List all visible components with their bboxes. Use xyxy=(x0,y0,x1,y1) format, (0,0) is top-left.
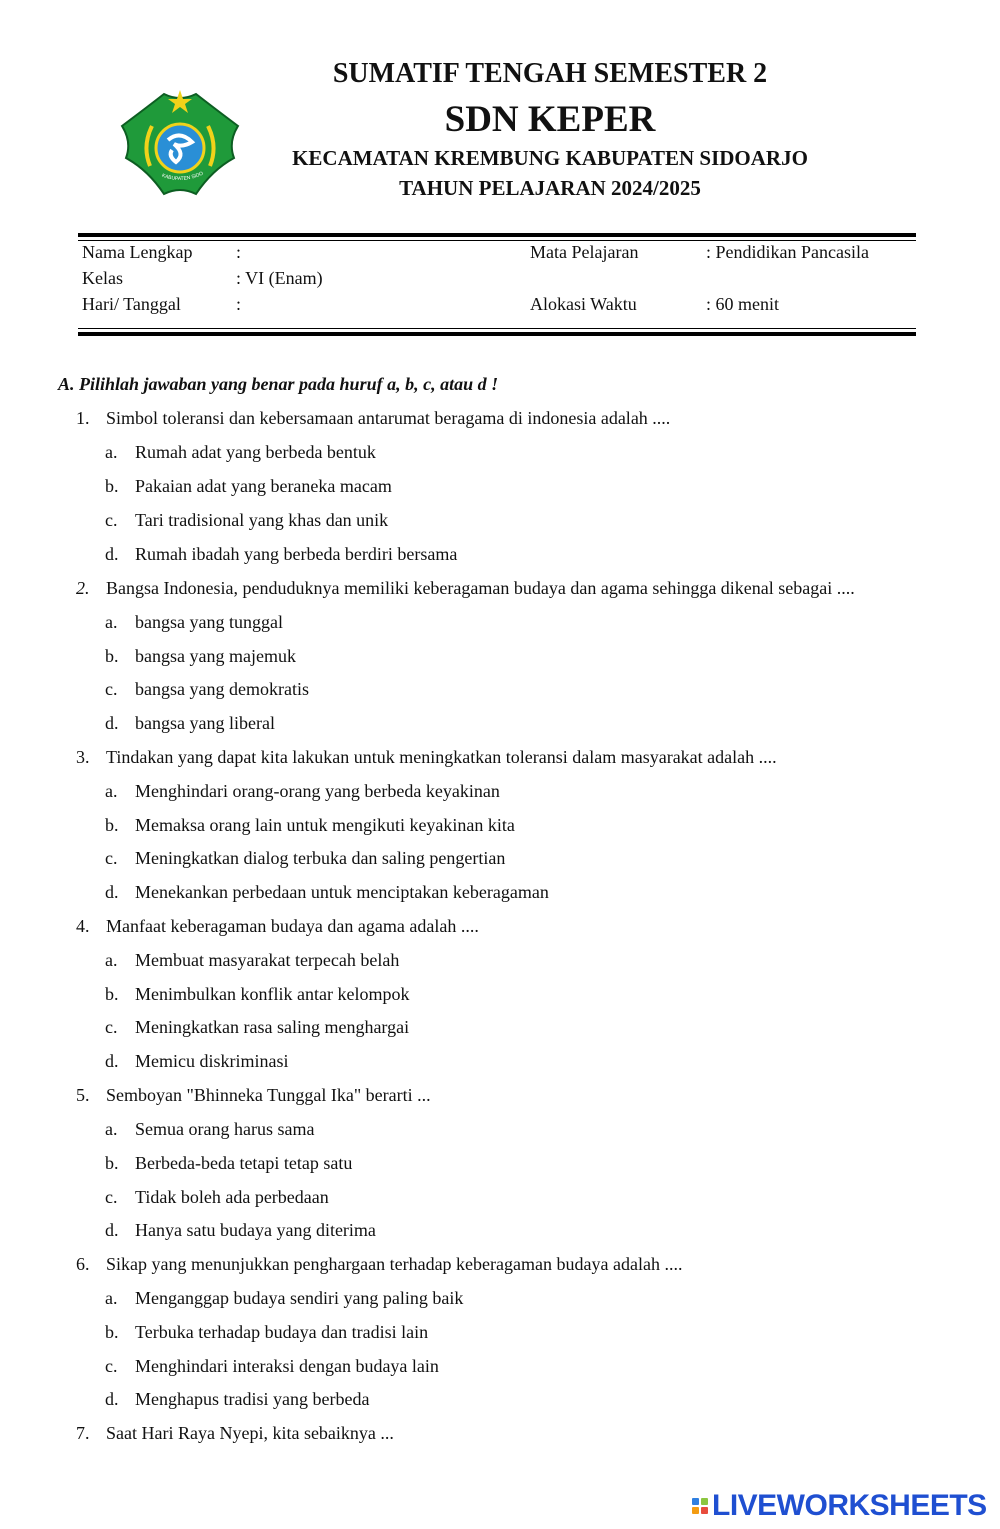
option-letter: b. xyxy=(105,646,119,666)
liveworksheets-logo-icon xyxy=(692,1498,708,1514)
option-letter: b. xyxy=(105,1153,119,1173)
option-letter: d. xyxy=(105,1051,119,1071)
option-letter: c. xyxy=(105,1187,118,1207)
option-letter: d. xyxy=(105,1220,119,1240)
question-text: Sikap yang menunjukkan penghargaan terhadap keberagaman budaya adalah .... xyxy=(106,1254,683,1274)
option-letter: b. xyxy=(105,815,119,835)
waktu-value: : 60 menit xyxy=(706,294,779,314)
option-text[interactable]: Menghindari orang-orang yang berbeda keyakinan xyxy=(135,781,500,801)
option-text[interactable]: Berbeda-beda tetapi tetap satu xyxy=(135,1153,353,1173)
school-name: SDN KEPER xyxy=(444,99,656,140)
option-text[interactable]: bangsa yang demokratis xyxy=(135,679,309,699)
question-number: 1. xyxy=(76,408,90,428)
option-letter: a. xyxy=(105,1288,118,1308)
bottom-rule-thick xyxy=(78,332,916,336)
option-text[interactable]: bangsa yang tunggal xyxy=(135,612,283,632)
hari-value: : xyxy=(236,294,242,314)
option-text[interactable]: bangsa yang liberal xyxy=(135,713,275,733)
top-rule-thin xyxy=(78,240,916,241)
option-text[interactable]: Semua orang harus sama xyxy=(135,1119,315,1139)
logo-square xyxy=(701,1498,708,1505)
section-a-instruction: A. Pilihlah jawaban yang benar pada huruf a, b, c, atau d ! xyxy=(58,374,499,394)
brand-text: LIVEWORKSHEETS xyxy=(712,1489,987,1522)
option-letter: d. xyxy=(105,1389,119,1409)
top-rule-thick xyxy=(78,233,916,237)
option-text[interactable]: Pakaian adat yang beraneka macam xyxy=(135,476,392,496)
nama-label: Nama Lengkap xyxy=(82,242,193,262)
option-text[interactable]: Meningkatkan rasa saling menghargai xyxy=(135,1017,410,1037)
option-text[interactable]: bangsa yang majemuk xyxy=(135,646,296,666)
nama-value: : xyxy=(236,242,242,262)
question-text: Simbol toleransi dan kebersamaan antarumat beragama di indonesia adalah .... xyxy=(106,408,671,428)
option-letter: c. xyxy=(105,848,118,868)
hari-label: Hari/ Tanggal xyxy=(82,294,181,314)
option-text[interactable]: Tari tradisional yang khas dan unik xyxy=(135,510,389,530)
option-text[interactable]: Rumah adat yang berbeda bentuk xyxy=(135,442,376,462)
mapel-value: : Pendidikan Pancasila xyxy=(706,242,869,262)
question-number: 5. xyxy=(76,1085,90,1105)
option-letter: d. xyxy=(105,713,119,733)
question-number: 4. xyxy=(76,916,90,936)
option-text[interactable]: Memicu diskriminasi xyxy=(135,1051,289,1071)
option-text[interactable]: Menghindari interaksi dengan budaya lain xyxy=(135,1356,439,1376)
option-text[interactable]: Memaksa orang lain untuk mengikuti keyakinan kita xyxy=(135,815,515,835)
question-text: Manfaat keberagaman budaya dan agama adalah .... xyxy=(106,916,479,936)
option-text[interactable]: Membuat masyarakat terpecah belah xyxy=(135,950,400,970)
option-letter: a. xyxy=(105,1119,118,1139)
kelas-value: : VI (Enam) xyxy=(236,268,323,288)
option-text[interactable]: Hanya satu budaya yang diterima xyxy=(135,1220,376,1240)
option-text[interactable]: Terbuka terhadap budaya dan tradisi lain xyxy=(135,1322,429,1342)
svg-text:KABUPATEN SIDOARJO: KABUPATEN SIDO xyxy=(160,170,205,183)
option-letter: c. xyxy=(105,1356,118,1376)
option-letter: b. xyxy=(105,476,119,496)
option-text[interactable]: Meningkatkan dialog terbuka dan saling pengertian xyxy=(135,848,506,868)
bottom-rule-thin xyxy=(78,328,916,329)
question-number: 7. xyxy=(76,1423,90,1443)
question-text: Semboyan "Bhinneka Tunggal Ika" berarti ... xyxy=(106,1085,431,1105)
option-letter: a. xyxy=(105,781,118,801)
question-number: 6. xyxy=(76,1254,90,1274)
school-logo xyxy=(116,86,244,202)
option-text[interactable]: Rumah ibadah yang berbeda berdiri bersama xyxy=(135,544,458,564)
question-number: 3. xyxy=(76,747,90,767)
option-letter: a. xyxy=(105,442,118,462)
option-text[interactable]: Menganggap budaya sendiri yang paling baik xyxy=(135,1288,464,1308)
liveworksheets-brand[interactable] xyxy=(692,1488,987,1524)
question-number: 2. xyxy=(76,578,90,598)
logo-square xyxy=(692,1498,699,1505)
option-text[interactable]: Menimbulkan konflik antar kelompok xyxy=(135,984,410,1004)
academic-year: TAHUN PELAJARAN 2024/2025 xyxy=(399,176,701,200)
mapel-label: Mata Pelajaran xyxy=(530,242,639,262)
logo-square xyxy=(701,1507,708,1514)
option-letter: b. xyxy=(105,1322,119,1342)
option-letter: c. xyxy=(105,1017,118,1037)
option-text[interactable]: Menekankan perbedaan untuk menciptakan keberagaman xyxy=(135,882,549,902)
exam-title: SUMATIF TENGAH SEMESTER 2 xyxy=(332,58,768,89)
option-letter: b. xyxy=(105,984,119,1004)
option-text[interactable]: Tidak boleh ada perbedaan xyxy=(135,1187,329,1207)
option-letter: c. xyxy=(105,679,118,699)
district-line: KECAMATAN KREMBUNG KABUPATEN SIDOARJO xyxy=(292,146,808,170)
question-text: Bangsa Indonesia, penduduknya memiliki keberagaman budaya dan agama sehingga dikenal sebagai .... xyxy=(106,578,855,598)
option-letter: d. xyxy=(105,544,119,564)
waktu-label: Alokasi Waktu xyxy=(530,294,637,314)
option-letter: a. xyxy=(105,950,118,970)
kelas-label: Kelas xyxy=(82,268,123,288)
option-letter: d. xyxy=(105,882,119,902)
option-text[interactable]: Menghapus tradisi yang berbeda xyxy=(135,1389,370,1409)
option-letter: a. xyxy=(105,612,118,632)
question-text: Saat Hari Raya Nyepi, kita sebaiknya ... xyxy=(106,1423,394,1443)
option-letter: c. xyxy=(105,510,118,530)
question-text: Tindakan yang dapat kita lakukan untuk meningkatkan toleransi dalam masyarakat adalah .... xyxy=(106,747,777,767)
logo-square xyxy=(692,1507,699,1514)
